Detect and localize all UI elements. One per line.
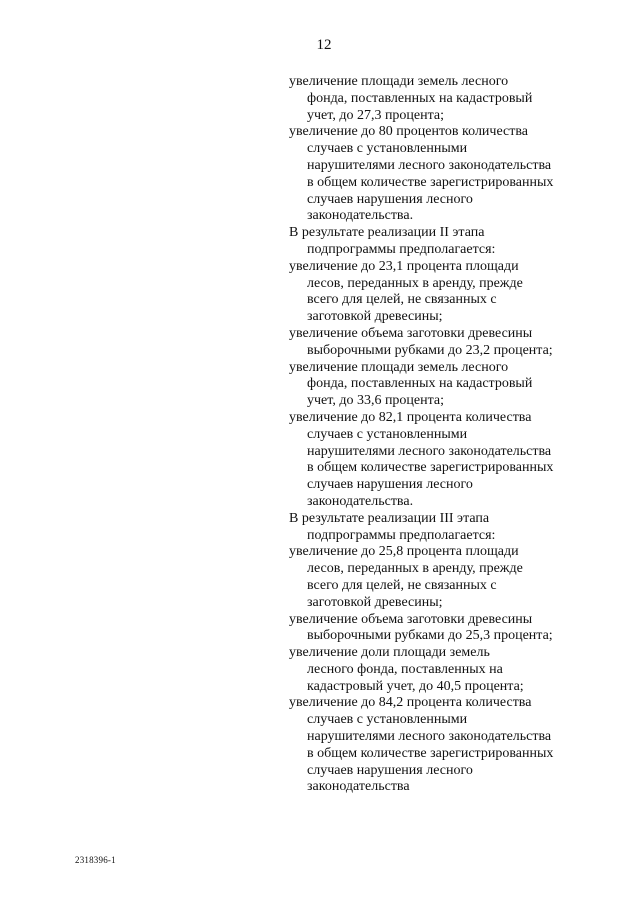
- text-line: нарушителями лесного законодательства: [307, 729, 552, 745]
- text-line: учет, до 33,6 процента;: [307, 393, 445, 409]
- text-line: в общем количестве зарегистрированных: [307, 745, 554, 761]
- text-line: в общем количестве зарегистрированных: [307, 174, 554, 190]
- text-line: случаев с установленными: [307, 426, 468, 442]
- text-line: увеличение объема заготовки древесины: [289, 611, 533, 627]
- text-line: лесного фонда, поставленных на: [307, 661, 503, 677]
- text-line: случаев нарушения лесного: [307, 477, 473, 493]
- text-line: случаев с установленными: [307, 712, 468, 728]
- text-line: увеличение доли площади земель: [289, 645, 490, 661]
- text-line: В результате реализации III этапа: [289, 510, 490, 526]
- text-line: фонда, поставленных на кадастровый: [307, 376, 533, 392]
- text-line: заготовкой древесины;: [307, 594, 443, 610]
- text-line: всего для целей, не связанных с: [307, 292, 497, 308]
- text-line: законодательства.: [307, 208, 414, 224]
- text-line: нарушителями лесного законодательства: [307, 157, 552, 173]
- document-code: 2318396-1: [75, 855, 116, 865]
- text-line: увеличение до 25,8 процента площади: [289, 544, 519, 560]
- text-line: увеличение до 82,1 процента количества: [289, 409, 532, 425]
- text-line: фонда, поставленных на кадастровый: [307, 90, 533, 106]
- text-line: кадастровый учет, до 40,5 процента;: [307, 678, 524, 694]
- text-line: выборочными рубками до 25,3 процента;: [307, 628, 553, 644]
- text-line: увеличение до 80 процентов количества: [289, 124, 528, 140]
- text-line: заготовкой древесины;: [307, 309, 443, 325]
- text-line: подпрограммы предполагается:: [307, 527, 496, 543]
- page-number: 12: [316, 37, 332, 53]
- text-line: лесов, переданных в аренду, прежде: [307, 275, 523, 291]
- text-line: случаев нарушения лесного: [307, 191, 473, 207]
- text-line: увеличение площади земель лесного: [289, 359, 509, 375]
- text-line: случаев с установленными: [307, 141, 468, 157]
- text-line: увеличение до 23,1 процента площади: [289, 258, 519, 274]
- text-line: законодательства.: [307, 493, 414, 509]
- text-line: всего для целей, не связанных с: [307, 577, 497, 593]
- text-line: выборочными рубками до 23,2 процента;: [307, 342, 553, 358]
- text-line: увеличение площади земель лесного: [289, 74, 509, 89]
- text-line: подпрограммы предполагается:: [307, 241, 496, 257]
- text-line: лесов, переданных в аренду, прежде: [307, 561, 523, 577]
- text-line: увеличение объема заготовки древесины: [289, 325, 533, 341]
- body-text: [289, 74, 589, 796]
- text-line: случаев нарушения лесного: [307, 762, 473, 778]
- text-line: учет, до 27,3 процента;: [307, 107, 445, 123]
- text-line: увеличение до 84,2 процента количества: [289, 695, 532, 711]
- text-line: нарушителями лесного законодательства: [307, 443, 552, 459]
- text-line: В результате реализации II этапа: [289, 225, 485, 241]
- text-line: законодательства: [307, 779, 410, 795]
- text-line: в общем количестве зарегистрированных: [307, 460, 554, 476]
